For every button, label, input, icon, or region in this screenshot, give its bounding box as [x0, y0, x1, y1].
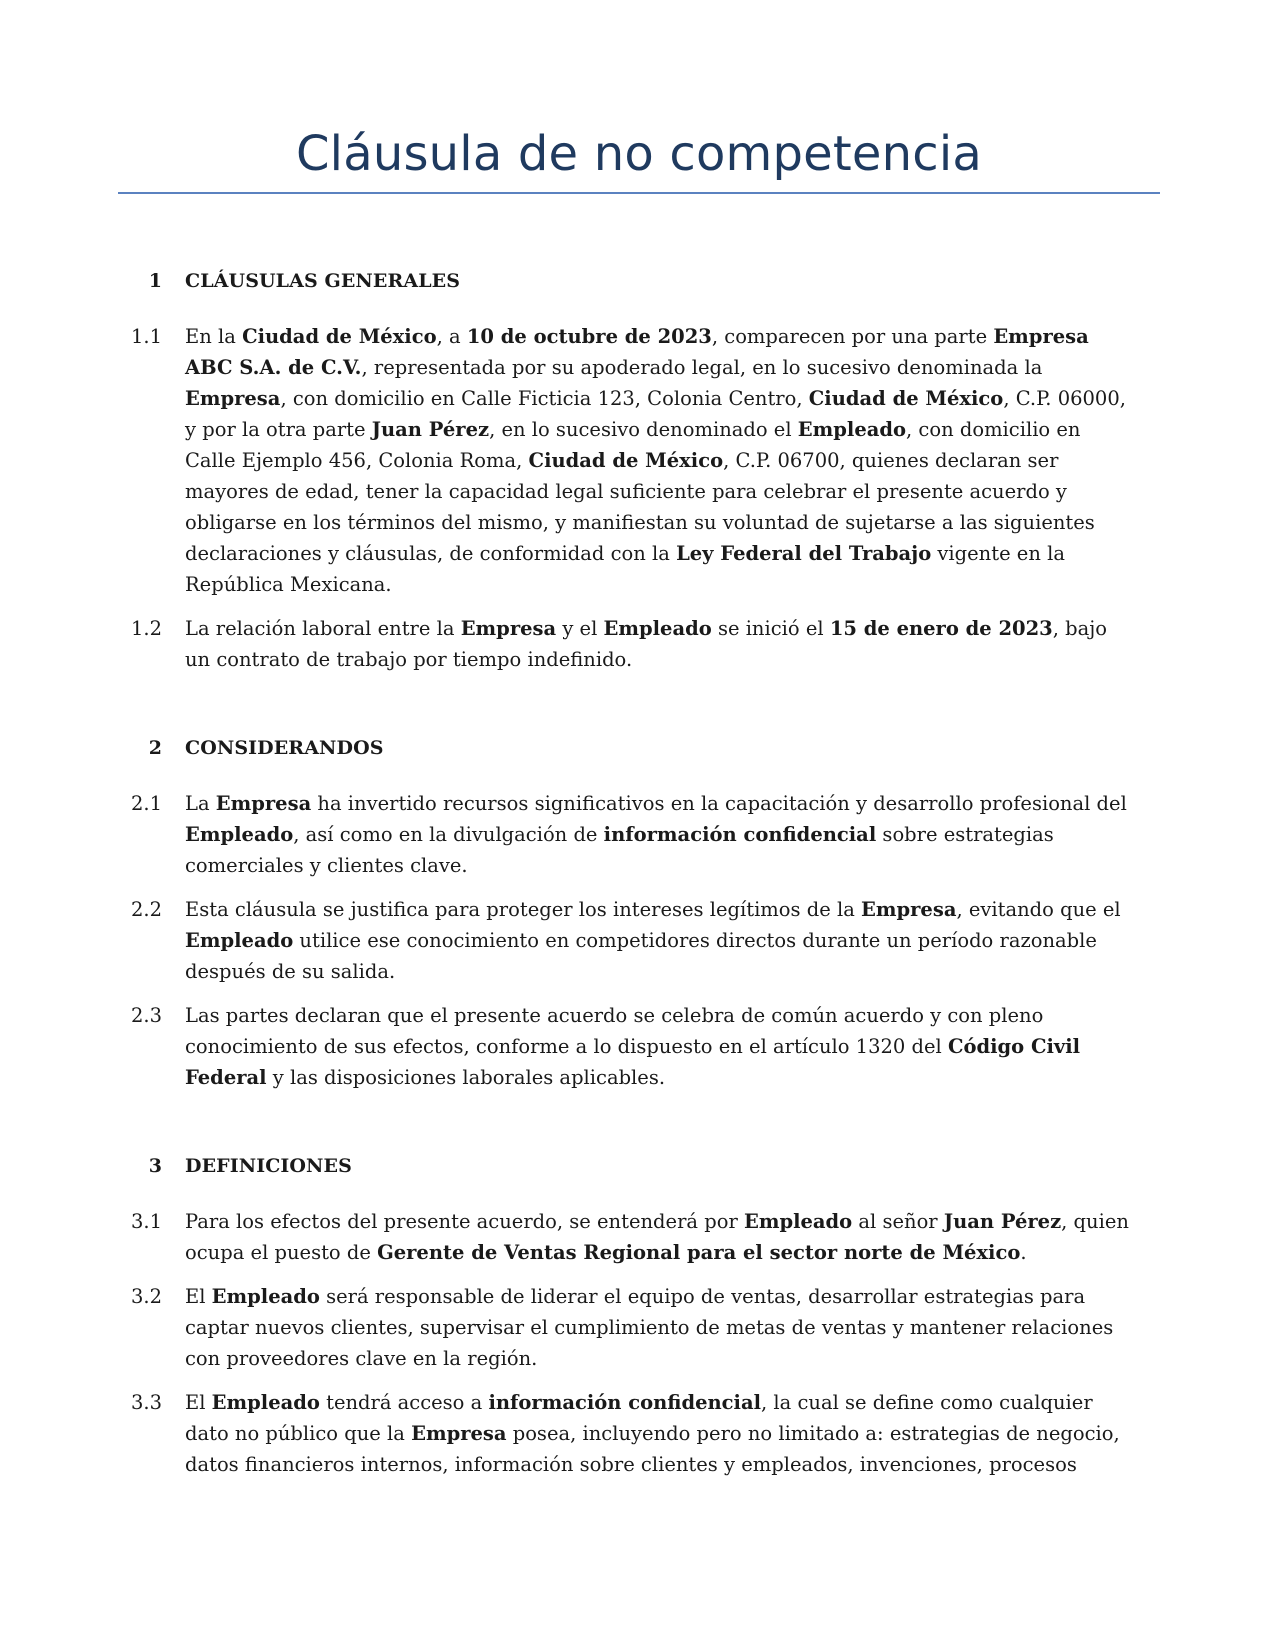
clause-item — [0, 1206, 1275, 1268]
bold-term: Empleado — [185, 823, 294, 846]
clause-item — [0, 1000, 1275, 1093]
clause-item — [0, 1387, 1275, 1480]
text-run: Para los efectos del presente acuerdo, se entenderá por — [185, 1210, 744, 1233]
bold-term: información confidencial — [488, 1391, 762, 1414]
text-run: , evitando que el — [956, 898, 1121, 921]
section-number: 3 — [148, 1155, 162, 1177]
bold-term: Ciudad de México — [528, 449, 724, 472]
text-run: y el — [556, 617, 604, 640]
text-run: El — [185, 1285, 212, 1308]
bold-term: 15 de enero de 2023 — [829, 617, 1053, 640]
clause-item — [0, 1281, 1275, 1374]
clause-number: 2.2 — [130, 898, 162, 921]
section-1 — [0, 270, 1275, 675]
bold-term: Juan Pérez — [943, 1210, 1062, 1233]
clause-item — [0, 613, 1275, 675]
clause-text — [185, 1000, 1130, 1093]
text-run: , bajo un contrato de trabajo por tiempo indefinido. — [185, 617, 1108, 671]
bold-term: Empresa — [460, 617, 557, 640]
section-title: DEFINICIONES — [185, 1155, 352, 1177]
clause-number: 1.2 — [130, 617, 162, 640]
bold-term: Empresa — [861, 898, 957, 921]
section-3 — [0, 1155, 1275, 1480]
text-run: será responsable de liderar el equipo de ventas, desarrollar estrategias para captar nuevos clientes, supervisar el cumplimiento de metas de ventas y mantener relaciones con proveedores clave en la región. — [185, 1285, 1114, 1370]
text-run: La relación laboral entre la — [185, 617, 461, 640]
text-run: , a — [436, 325, 467, 348]
text-run: La — [185, 792, 216, 815]
text-run: , así como en la divulgación de — [293, 823, 604, 846]
clause-number: 2.3 — [130, 1004, 162, 1027]
section-number: 2 — [148, 737, 162, 759]
clause-text — [185, 894, 1130, 987]
text-run: El — [185, 1391, 212, 1414]
text-run: . — [1020, 1241, 1027, 1264]
text-run: ha invertido recursos significativos en la capacitación y desarrollo profesional del — [311, 792, 1127, 815]
clause-item — [0, 788, 1275, 881]
document-title: Cláusula de no competencia — [295, 126, 983, 182]
bold-term: Empleado — [211, 1391, 320, 1414]
text-run: vigente en la República Mexicana. — [185, 542, 1065, 596]
section-title: CLÁUSULAS GENERALES — [185, 270, 461, 292]
text-run: al señor — [852, 1210, 944, 1233]
bold-term: Empleado — [185, 929, 294, 952]
clause-number: 3.2 — [130, 1285, 162, 1308]
clause-number: 1.1 — [130, 325, 162, 348]
bold-term: Empresa — [215, 792, 312, 815]
text-run: , con domicilio en Calle Ficticia 123, Colonia Centro, — [280, 387, 809, 410]
bold-term: Empleado — [603, 617, 712, 640]
bold-term: Empresa — [411, 1422, 507, 1445]
section-2 — [0, 737, 1275, 1093]
section-title: CONSIDERANDOS — [185, 737, 384, 759]
clause-item — [0, 321, 1275, 600]
section-number: 1 — [148, 270, 162, 292]
clause-text — [185, 1206, 1130, 1268]
clause-text — [185, 1387, 1130, 1480]
clause-number: 3.1 — [130, 1210, 162, 1233]
text-run: Esta cláusula se justifica para proteger los intereses legítimos de la — [185, 898, 862, 921]
bold-term: Ciudad de México — [808, 387, 1004, 410]
section-heading — [0, 737, 1275, 775]
text-run: posea, incluyendo pero no limitado a: estrategias de negocio, datos financieros internos, información sobre clientes y empleados, invenciones, procesos — [185, 1422, 1120, 1476]
text-run: tendrá acceso a — [319, 1391, 489, 1414]
bold-term: Empresa ABC S.A. de C.V. — [185, 325, 1089, 379]
text-run: , quien ocupa el puesto de — [185, 1210, 1129, 1264]
bold-term: información confidencial — [603, 823, 877, 846]
bold-term: Código Civil Federal — [185, 1035, 1081, 1089]
clause-text — [185, 1281, 1130, 1374]
clause-number: 2.1 — [130, 792, 162, 815]
section-heading — [0, 270, 1275, 308]
clause-number: 3.3 — [130, 1391, 162, 1414]
text-run: , C.P. 06000, y por la otra parte — [185, 387, 1126, 441]
clause-text — [185, 788, 1130, 881]
bold-term: Gerente de Ventas Regional para el sector norte de México — [377, 1241, 1021, 1264]
document-body — [0, 270, 1275, 1480]
bold-term: 10 de octubre de 2023 — [466, 325, 712, 348]
title-underline — [118, 192, 1160, 194]
text-run: sobre estrategias comerciales y clientes clave. — [185, 823, 1054, 877]
text-run: se inició el — [711, 617, 830, 640]
text-run: En la — [185, 325, 243, 348]
bold-term: Empleado — [211, 1285, 320, 1308]
text-run: , representada por su apoderado legal, en lo sucesivo denominada la — [361, 356, 1043, 379]
clause-text — [185, 613, 1130, 675]
text-run: y las disposiciones laborales aplicables. — [266, 1066, 666, 1089]
text-run: , con domicilio en Calle Ejemplo 456, Colonia Roma, — [185, 418, 1081, 472]
text-run: , C.P. 06700, quienes declaran ser mayores de edad, tener la capacidad legal suficiente para celebrar el presente acuerdo y obligarse en los términos del mismo, y manifiestan su voluntad de sujetarse a las siguientes declaraciones y cláusulas, de conformidad con la — [185, 449, 1095, 565]
clause-item — [0, 894, 1275, 987]
bold-term: Ley Federal del Trabajo — [676, 542, 932, 565]
section-heading — [0, 1155, 1275, 1193]
bold-term: Empleado — [797, 418, 907, 441]
bold-term: Empresa — [185, 387, 281, 410]
text-run: utilice ese conocimiento en competidores directos durante un período razonable después de su salida. — [185, 929, 1097, 983]
clause-text — [185, 321, 1130, 600]
text-run: , la cual se define como cualquier dato no público que la — [185, 1391, 1093, 1445]
bold-term: Ciudad de México — [242, 325, 437, 348]
text-run: Las partes declaran que el presente acuerdo se celebra de común acuerdo y con pleno conocimiento de sus efectos, conforme a lo dispuesto en el artículo 1320 del — [185, 1004, 1044, 1058]
text-run: , en lo sucesivo denominado el — [489, 418, 798, 441]
bold-term: Empleado — [743, 1210, 853, 1233]
text-run: , comparecen por una parte — [711, 325, 994, 348]
bold-term: Juan Pérez — [371, 418, 490, 441]
